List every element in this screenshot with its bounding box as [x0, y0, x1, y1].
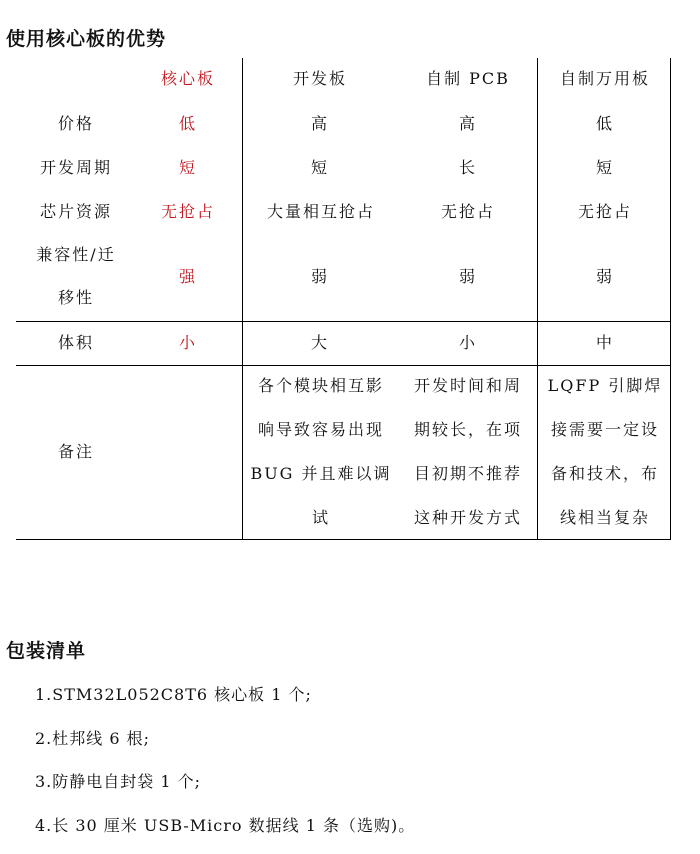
cell-dev: 弱: [310, 267, 329, 286]
list-item: 3.防静电自封袋 1 个;: [35, 772, 202, 791]
cell-core: 短: [178, 158, 197, 177]
list-item: 4.长 30 厘米 USB-Micro 数据线 1 条（选购)。: [35, 816, 416, 835]
cell-perf: 无抢占: [577, 202, 632, 221]
cell-perf: 中: [595, 333, 614, 352]
list-item: 2.杜邦线 6 根;: [35, 729, 151, 748]
note-line: 接需要一定设: [550, 420, 659, 439]
cell-perf: 短: [595, 158, 614, 177]
cell-dev: 大: [310, 333, 329, 352]
list-item: 1.STM32L052C8T6 核心板 1 个;: [35, 685, 312, 704]
note-line: 开发时间和周: [413, 376, 522, 395]
note-line: 线相当复杂: [559, 508, 650, 527]
cell-pcb: 弱: [458, 267, 477, 286]
row-label: 移性: [57, 288, 94, 307]
note-line: 这种开发方式: [413, 508, 522, 527]
row-label: 兼容性/迁: [36, 245, 116, 264]
cell-core: 低: [178, 114, 197, 133]
row-label: 价格: [57, 114, 94, 133]
header-custom-pcb: 自制 PCB: [426, 69, 510, 88]
note-line: 备和技术，布: [550, 464, 659, 483]
table-divider: [16, 539, 671, 540]
cell-core: 无抢占: [160, 202, 215, 221]
cell-pcb: 高: [458, 114, 477, 133]
table-divider: [16, 321, 671, 322]
row-label: 芯片资源: [39, 202, 112, 221]
table-divider: [537, 58, 538, 540]
section-title-packing-list: 包装清单: [6, 640, 87, 662]
note-line: 目初期不推荐: [413, 464, 522, 483]
header-core-board: 核心板: [160, 69, 215, 88]
table-divider: [16, 365, 671, 366]
cell-core: 强: [178, 267, 197, 286]
cell-perf: 低: [595, 114, 614, 133]
cell-dev: 高: [310, 114, 329, 133]
header-perfboard: 自制万用板: [559, 69, 650, 88]
cell-perf: 弱: [595, 267, 614, 286]
header-dev-board: 开发板: [292, 69, 347, 88]
row-label: 备注: [57, 442, 94, 461]
cell-pcb: 长: [458, 158, 477, 177]
row-label: 开发周期: [39, 158, 112, 177]
note-line: BUG 并且难以调: [250, 464, 392, 483]
note-line: 响导致容易出现: [257, 420, 384, 439]
row-label: 体积: [57, 333, 94, 352]
table-divider: [242, 58, 243, 540]
section-title-advantages: 使用核心板的优势: [6, 28, 167, 50]
note-line: 各个模块相互影: [257, 376, 384, 395]
note-line: LQFP 引脚焊: [547, 376, 663, 395]
cell-dev: 短: [310, 158, 329, 177]
cell-pcb: 小: [458, 333, 477, 352]
cell-pcb: 无抢占: [440, 202, 495, 221]
note-line: 期较长，在项: [413, 420, 522, 439]
cell-dev: 大量相互抢占: [266, 202, 375, 221]
cell-core: 小: [178, 333, 197, 352]
note-line: 试: [311, 508, 330, 527]
